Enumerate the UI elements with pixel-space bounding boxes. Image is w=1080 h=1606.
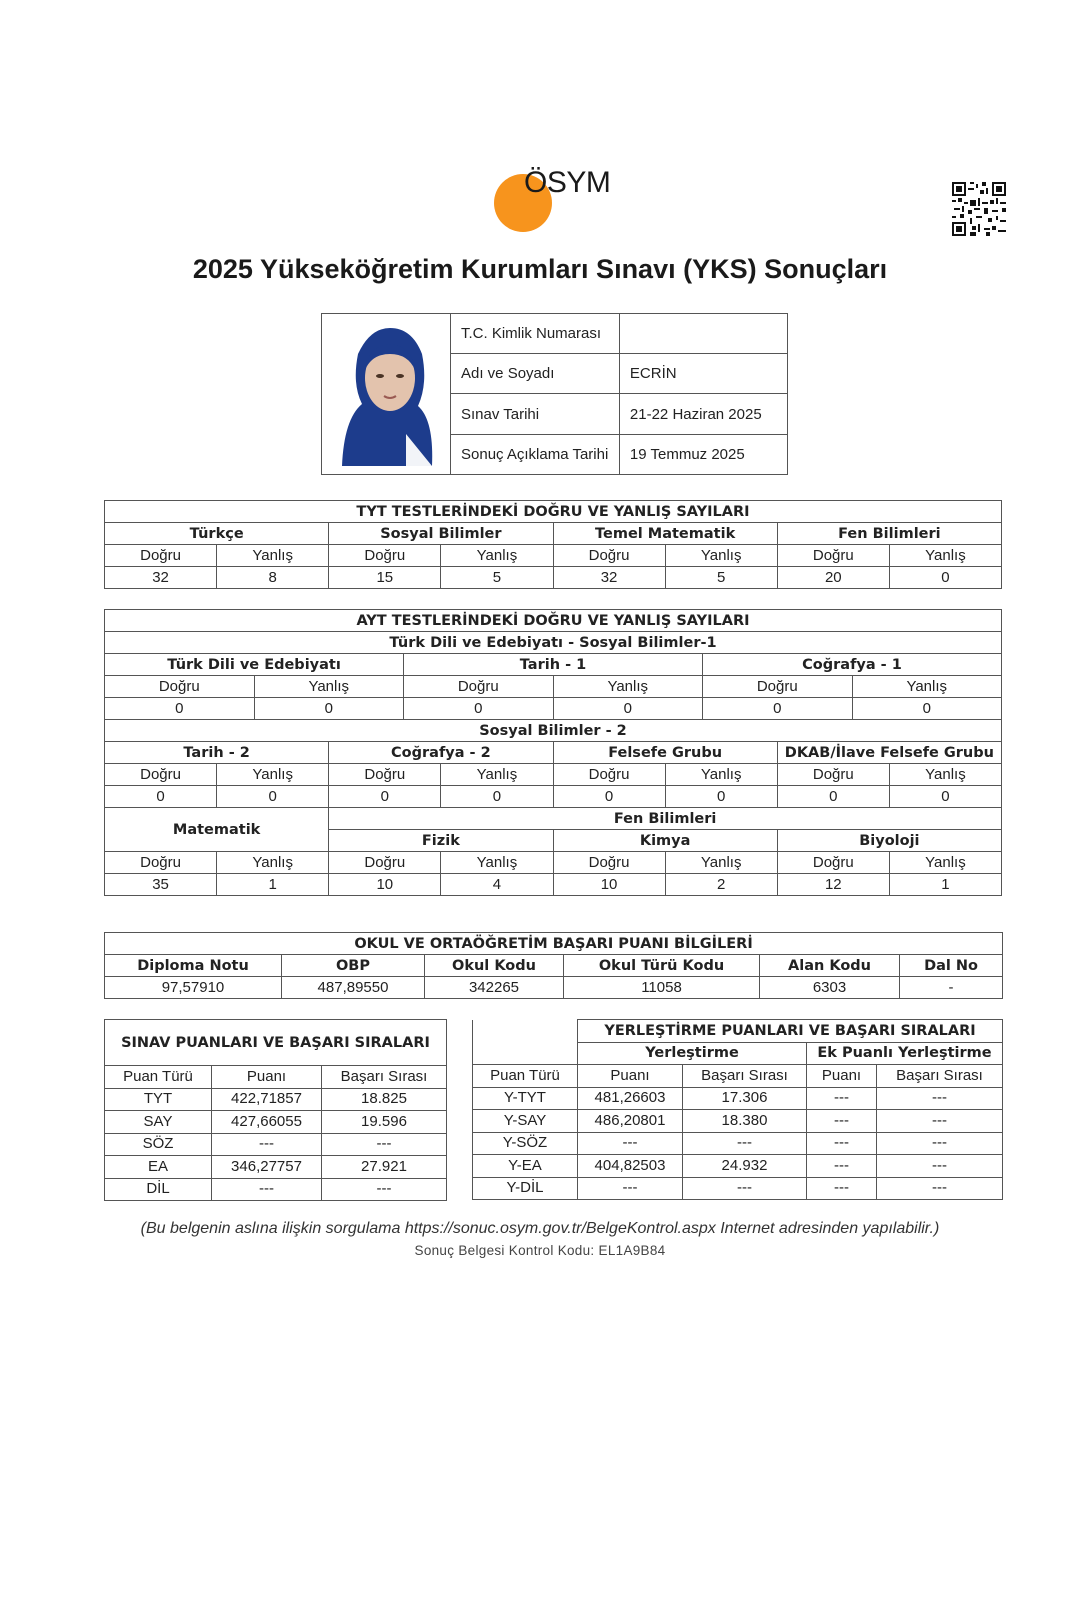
placement-col-header: Başarı Sırası	[683, 1065, 807, 1088]
table-row	[473, 1132, 1003, 1155]
col-dogru: Doğru	[404, 676, 554, 698]
placement-cell: ---	[683, 1132, 807, 1155]
exam-cell: ---	[322, 1133, 447, 1156]
info-label: Sınav Tarihi	[451, 394, 619, 434]
tyt-title: TYT TESTLERİNDEKİ DOĞRU VE YANLIŞ SAYILARI	[105, 501, 1002, 523]
ayt-value: 0	[703, 698, 853, 720]
col-yanlis: Yanlış	[441, 852, 553, 874]
ayt-value: 0	[404, 698, 554, 720]
ayt-subject: Tarih - 1	[404, 654, 703, 676]
col-dogru: Doğru	[553, 852, 665, 874]
placement-group: Ek Puanlı Yerleştirme	[807, 1042, 1003, 1065]
tyt-value: 32	[553, 567, 665, 589]
tyt-value: 5	[665, 567, 777, 589]
school-header: Diploma Notu	[105, 955, 282, 977]
exam-cell: SAY	[105, 1111, 212, 1134]
col-dogru: Doğru	[553, 545, 665, 567]
col-yanlis: Yanlış	[441, 764, 553, 786]
school-info-table	[104, 932, 1003, 999]
col-yanlis: Yanlış	[889, 764, 1001, 786]
col-yanlis: Yanlış	[665, 852, 777, 874]
tyt-value: 5	[441, 567, 553, 589]
placement-cell: 486,20801	[578, 1110, 683, 1133]
table-row	[105, 1133, 447, 1156]
ayt-fen-title: Fen Bilimleri	[329, 808, 1002, 830]
ayt-value: 2	[665, 874, 777, 896]
placement-cell: ---	[807, 1177, 877, 1200]
info-value	[619, 314, 787, 354]
info-row-result-date	[451, 434, 787, 474]
ayt-subject: Fizik	[329, 830, 553, 852]
placement-cell: ---	[807, 1132, 877, 1155]
info-row-exam-date	[451, 394, 787, 434]
col-dogru: Doğru	[703, 676, 853, 698]
info-value: ECRİN	[619, 354, 787, 394]
ayt-value: 0	[441, 786, 553, 808]
placement-cell: 24.932	[683, 1155, 807, 1178]
tyt-results-table	[104, 500, 1002, 589]
ayt-value: 1	[889, 874, 1001, 896]
exam-col-header: Puan Türü	[105, 1066, 212, 1089]
placement-cell: 481,26603	[578, 1087, 683, 1110]
placement-cell: ---	[807, 1087, 877, 1110]
placement-title: YERLEŞTİRME PUANLARI VE BAŞARI SIRALARI	[578, 1020, 1003, 1043]
exam-cell: EA	[105, 1156, 212, 1179]
exam-cell: SÖZ	[105, 1133, 212, 1156]
placement-corner	[473, 1020, 578, 1065]
exam-cell: TYT	[105, 1088, 212, 1111]
placement-cell: ---	[578, 1132, 683, 1155]
exam-cell: ---	[212, 1133, 322, 1156]
placement-cell: ---	[807, 1110, 877, 1133]
school-value: -	[900, 977, 1003, 999]
col-yanlis: Yanlış	[553, 676, 703, 698]
placement-cell: Y-SAY	[473, 1110, 578, 1133]
exam-cell: 27.921	[322, 1156, 447, 1179]
table-row	[105, 1178, 447, 1201]
info-row-name	[451, 354, 787, 394]
col-yanlis: Yanlış	[441, 545, 553, 567]
placement-cell: 404,82503	[578, 1155, 683, 1178]
ayt-value: 0	[254, 698, 404, 720]
info-label: Sonuç Açıklama Tarihi	[451, 434, 619, 474]
placement-cell: ---	[877, 1110, 1003, 1133]
school-value: 6303	[760, 977, 900, 999]
info-value: 19 Temmuz 2025	[619, 434, 787, 474]
ayt-group1-title: Türk Dili ve Edebiyatı - Sosyal Bilimler-1	[105, 632, 1002, 654]
exam-cell: 18.825	[322, 1088, 447, 1111]
placement-col-header: Puanı	[578, 1065, 683, 1088]
col-dogru: Doğru	[105, 545, 217, 567]
ayt-value: 0	[665, 786, 777, 808]
ayt-value: 10	[329, 874, 441, 896]
placement-col-header: Başarı Sırası	[877, 1065, 1003, 1088]
table-row	[473, 1177, 1003, 1200]
exam-cell: 19.596	[322, 1111, 447, 1134]
ayt-value: 0	[329, 786, 441, 808]
ayt-value: 35	[105, 874, 217, 896]
col-yanlis: Yanlış	[665, 545, 777, 567]
col-yanlis: Yanlış	[217, 852, 329, 874]
col-dogru: Doğru	[777, 852, 889, 874]
placement-cell: ---	[807, 1155, 877, 1178]
table-row	[105, 1088, 447, 1111]
portrait-icon	[322, 314, 450, 474]
exam-col-header: Başarı Sırası	[322, 1066, 447, 1089]
ayt-group2-title: Sosyal Bilimler - 2	[105, 720, 1002, 742]
ayt-value: 0	[105, 698, 255, 720]
ayt-subject: Biyoloji	[777, 830, 1001, 852]
verification-note: (Bu belgenin aslına ilişkin sorgulama https://sonuc.osym.gov.tr/BelgeKontrol.aspx Internet adresinden yapılabilir.)	[140, 1220, 940, 1237]
table-row	[473, 1110, 1003, 1133]
col-yanlis: Yanlış	[889, 545, 1001, 567]
ayt-subject: Coğrafya - 1	[703, 654, 1002, 676]
ayt-subject: Felsefe Grubu	[553, 742, 777, 764]
placement-col-header: Puan Türü	[473, 1065, 578, 1088]
col-yanlis: Yanlış	[665, 764, 777, 786]
ayt-math-title: Matematik	[105, 808, 329, 852]
col-dogru: Doğru	[777, 764, 889, 786]
ayt-value: 4	[441, 874, 553, 896]
placement-cell: ---	[877, 1155, 1003, 1178]
placement-cell: ---	[683, 1177, 807, 1200]
exam-cell: 422,71857	[212, 1088, 322, 1111]
col-dogru: Doğru	[105, 676, 255, 698]
school-value: 342265	[425, 977, 564, 999]
col-dogru: Doğru	[777, 545, 889, 567]
ayt-title: AYT TESTLERİNDEKİ DOĞRU VE YANLIŞ SAYILARI	[105, 610, 1002, 632]
table-row	[105, 1156, 447, 1179]
ayt-value: 10	[553, 874, 665, 896]
placement-cell: Y-SÖZ	[473, 1132, 578, 1155]
school-header: Dal No	[900, 955, 1003, 977]
placement-cell: ---	[877, 1132, 1003, 1155]
col-dogru: Doğru	[553, 764, 665, 786]
exam-cell: 346,27757	[212, 1156, 322, 1179]
school-header: OBP	[282, 955, 425, 977]
exam-cell: ---	[212, 1178, 322, 1201]
ayt-subject: DKAB/İlave Felsefe Grubu	[777, 742, 1001, 764]
tyt-value: 0	[889, 567, 1001, 589]
ayt-subject: Kimya	[553, 830, 777, 852]
school-value: 11058	[564, 977, 760, 999]
placement-cell: ---	[578, 1177, 683, 1200]
col-yanlis: Yanlış	[889, 852, 1001, 874]
table-row	[473, 1087, 1003, 1110]
school-header: Okul Kodu	[425, 955, 564, 977]
ayt-value: 0	[105, 786, 217, 808]
col-yanlis: Yanlış	[217, 545, 329, 567]
ayt-results-table	[104, 609, 1002, 896]
school-value: 97,57910	[105, 977, 282, 999]
osym-logo	[490, 166, 620, 232]
tyt-subject: Sosyal Bilimler	[329, 523, 553, 545]
ayt-value: 1	[217, 874, 329, 896]
control-code: Sonuç Belgesi Kontrol Kodu: EL1A9B84	[414, 1243, 666, 1258]
col-dogru: Doğru	[329, 545, 441, 567]
exam-cell: 427,66055	[212, 1111, 322, 1134]
col-yanlis: Yanlış	[217, 764, 329, 786]
ayt-value: 0	[217, 786, 329, 808]
candidate-info-box	[321, 313, 788, 475]
placement-cell: 17.306	[683, 1087, 807, 1110]
page-title: 2025 Yükseköğretim Kurumları Sınavı (YKS) Sonuçları	[192, 254, 888, 284]
info-row-tc	[451, 314, 787, 354]
tyt-subject: Temel Matematik	[553, 523, 777, 545]
placement-scores-table	[472, 1019, 1003, 1200]
school-header: Okul Türü Kodu	[564, 955, 760, 977]
school-value: 487,89550	[282, 977, 425, 999]
placement-cell: Y-TYT	[473, 1087, 578, 1110]
placement-cell: 18.380	[683, 1110, 807, 1133]
logo-text: ÖSYM	[524, 166, 611, 199]
info-label: T.C. Kimlik Numarası	[451, 314, 619, 354]
col-dogru: Doğru	[329, 852, 441, 874]
qr-code-icon	[952, 182, 1006, 236]
col-dogru: Doğru	[105, 764, 217, 786]
ayt-value: 0	[777, 786, 889, 808]
col-dogru: Doğru	[105, 852, 217, 874]
candidate-info-table	[451, 314, 787, 474]
exam-cell: DİL	[105, 1178, 212, 1201]
ayt-value: 0	[852, 698, 1002, 720]
col-yanlis: Yanlış	[254, 676, 404, 698]
tyt-value: 20	[777, 567, 889, 589]
placement-cell: ---	[877, 1087, 1003, 1110]
info-value: 21-22 Haziran 2025	[619, 394, 787, 434]
tyt-value: 15	[329, 567, 441, 589]
placement-group: Yerleştirme	[578, 1042, 807, 1065]
placement-col-header: Puanı	[807, 1065, 877, 1088]
ayt-subject: Türk Dili ve Edebiyatı	[105, 654, 404, 676]
tyt-value: 32	[105, 567, 217, 589]
exam-scores-table	[104, 1019, 447, 1201]
school-title: OKUL VE ORTAÖĞRETİM BAŞARI PUANI BİLGİLERİ	[105, 933, 1003, 955]
school-header: Alan Kodu	[760, 955, 900, 977]
ayt-value: 0	[553, 786, 665, 808]
tyt-subject: Fen Bilimleri	[777, 523, 1001, 545]
placement-cell: Y-EA	[473, 1155, 578, 1178]
candidate-photo	[322, 314, 451, 474]
placement-cell: Y-DİL	[473, 1177, 578, 1200]
col-dogru: Doğru	[329, 764, 441, 786]
tyt-subject: Türkçe	[105, 523, 329, 545]
ayt-subject: Tarih - 2	[105, 742, 329, 764]
ayt-value: 0	[889, 786, 1001, 808]
table-row	[105, 1111, 447, 1134]
tyt-value: 8	[217, 567, 329, 589]
placement-cell: ---	[877, 1177, 1003, 1200]
ayt-value: 0	[553, 698, 703, 720]
exam-col-header: Puanı	[212, 1066, 322, 1089]
exam-scores-title: SINAV PUANLARI VE BAŞARI SIRALARI	[105, 1020, 447, 1066]
info-label: Adı ve Soyadı	[451, 354, 619, 394]
ayt-value: 12	[777, 874, 889, 896]
exam-cell: ---	[322, 1178, 447, 1201]
table-row	[473, 1155, 1003, 1178]
col-yanlis: Yanlış	[852, 676, 1002, 698]
ayt-subject: Coğrafya - 2	[329, 742, 553, 764]
